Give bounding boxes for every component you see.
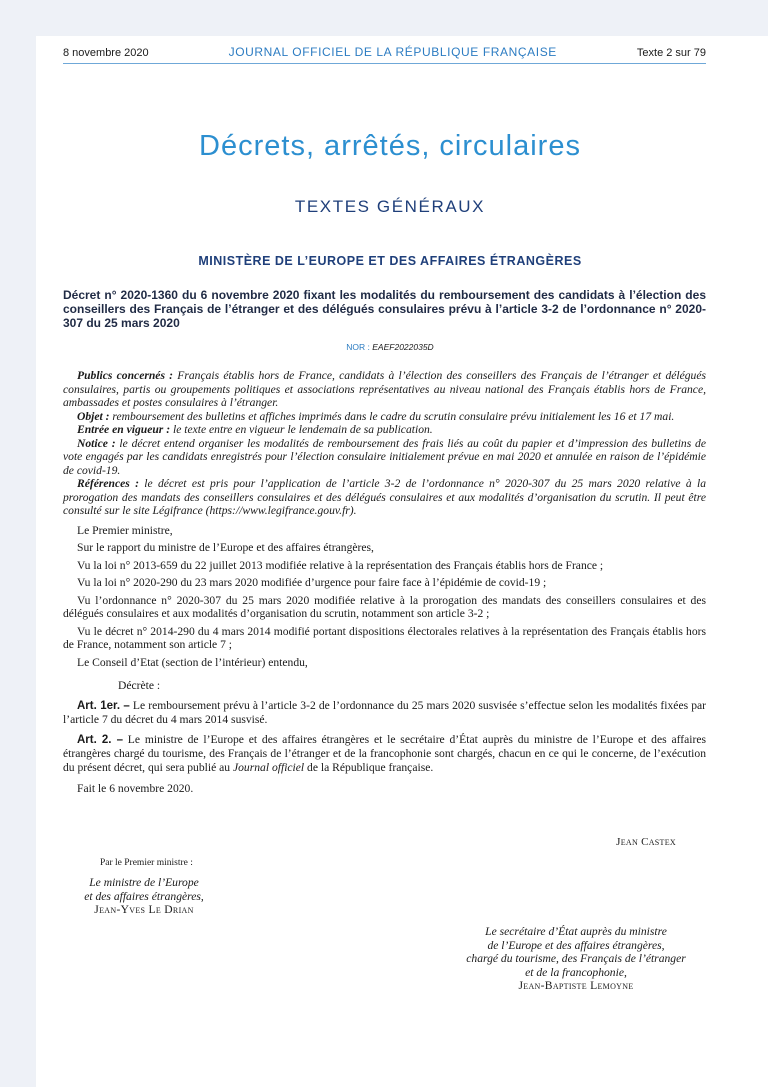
subsection-title: TEXTES GÉNÉRAUX bbox=[294, 197, 486, 216]
preamble-line: Le Premier ministre, bbox=[77, 523, 173, 537]
done-at: Fait le 6 novembre 2020. bbox=[77, 782, 194, 795]
article-2: Art. 2. – Le ministre de l’Europe et des affaires étrangères et le secrétaire d’État auprès du ministre de l’Europe et des affaires étrangères chargé du tourisme, des Français de l’étranger et de la francophonie sont chargés, chacun en ce qui le concerne, de l’exécution du présent décret, qui sera publié au Journal officiel de la République française. bbox=[63, 732, 706, 774]
header-date: 8 novembre 2020 bbox=[63, 47, 149, 59]
article-2-label: Art. 2. – bbox=[77, 733, 123, 746]
preamble-line: Vu la loi n° 2020-290 du 23 mars 2020 modifiée d’urgence pour faire face à l’épidémie de covid-19 ; bbox=[77, 576, 547, 589]
running-header bbox=[63, 45, 706, 59]
notice-publics: Publics concernés : Français établis hors de France, candidats à l’élection des conseillers des Français de l’étranger et délégués consulaires, partis ou groupements politiques et associations représentatives au niveau national des Français établis hors de France, ambassades et postes consulaires à l’étranger. bbox=[63, 369, 706, 409]
notice-entree-en-vigueur: Entrée en vigueur : le texte entre en vigueur le lendemain de sa publication. bbox=[77, 423, 433, 436]
article-1-text: Le remboursement prévu à l’article 3-2 de l’ordonnance du 25 mars 2020 susvisée s’effectue selon les modalités fixées par l’article 7 du décret du 4 mars 2014 susvisé. bbox=[63, 698, 707, 726]
notice-objet: Objet : remboursement des bulletins et affiches imprimés dans le cadre du scrutin consulaire prévu initialement les 16 et 17 mai. bbox=[77, 409, 675, 423]
signatory-right-role: Le secrétaire d’État auprès du ministre bbox=[485, 925, 667, 938]
preamble-line: Le Conseil d’Etat (section de l’intérieur) entendu, bbox=[77, 655, 308, 669]
decree-title: Décret n° 2020-1360 du 6 novembre 2020 fixant les modalités du remboursement des candidats à l’élection des conseillers des Français de l’étranger et des délégués consulaires prévu à l’article 3-2 de l’ordonnance n° 2020-307 du 25 mars 2020 bbox=[63, 288, 706, 330]
article-1 bbox=[63, 699, 706, 727]
signatory-left-name: Jean-Yves Le Drian bbox=[94, 903, 194, 916]
preamble-line: Vu la loi n° 2013-659 du 22 juillet 2013 modifiée relative à la représentation des Français établis hors de France ; bbox=[77, 558, 604, 572]
by-pm-label: Par le Premier ministre : bbox=[100, 858, 193, 868]
notice-notice: Notice : le décret entend organiser les modalités de remboursement des frais liés au coût du papier et d’impression des bulletins de vote engagés par les candidats enregistrés pour l’élection consulaire initialement prévue en mai 2020 et annulée en raison de l’épidémie de covid-19. bbox=[63, 436, 706, 477]
signatory-right-role: de l’Europe et des affaires étrangères, bbox=[487, 938, 665, 952]
pm-signature: Jean Castex bbox=[616, 836, 676, 848]
header-text-number: Texte 2 sur 79 bbox=[636, 47, 706, 59]
nor-label: NOR : bbox=[346, 342, 373, 352]
signatory-left bbox=[64, 876, 224, 917]
preamble-line: Vu le décret n° 2014-290 du 4 mars 2014 modifié portant dispositions électorales relatives à la représentation des Français établis hors de France, notamment son article 7 ; bbox=[63, 624, 706, 651]
signatory-right-role: chargé du tourisme, des Français de l’étranger bbox=[466, 952, 686, 965]
page-background-top bbox=[0, 0, 768, 36]
signatory-left-role: Le ministre de l’Europe bbox=[89, 876, 199, 889]
decrete-line: Décrète : bbox=[118, 679, 161, 692]
section-title: Décrets, arrêtés, circulaires bbox=[199, 130, 581, 162]
ministry-heading: MINISTÈRE DE L’EUROPE ET DES AFFAIRES ÉTRANGÈRES bbox=[198, 254, 582, 268]
signatory-left-role: et des affaires étrangères, bbox=[84, 889, 204, 903]
preamble-line: Vu l’ordonnance n° 2020-307 du 25 mars 2020 modifiée relative à la prorogation des mandats des conseillers consulaires et des délégués consulaires et aux modalités d’organisation du scrutin, notamment son article 3-2 ; bbox=[63, 593, 706, 620]
nor-reference bbox=[36, 342, 744, 352]
header-journal-name: JOURNAL OFFICIEL DE LA RÉPUBLIQUE FRANÇAISE bbox=[228, 45, 557, 59]
notice-references: Références : le décret est pris pour l’application de l’article 3-2 de l’ordonnance n° 2020-307 du 25 mars 2020 relative à la prorogation des mandats des conseillers consulaires et des délégués consulaires et aux modalités d’organisation du scrutin. Il peut être consulté sur le site Légifrance (https://www.legifrance.gouv.fr). bbox=[63, 477, 706, 517]
signatory-right-name: Jean-Baptiste Lemoyne bbox=[518, 979, 634, 992]
decree-body bbox=[63, 369, 706, 796]
nor-value: EAEF2022035D bbox=[372, 342, 434, 352]
header-divider bbox=[63, 63, 706, 64]
signatory-right-role: et de la francophonie, bbox=[525, 965, 627, 979]
signatory-right bbox=[436, 925, 716, 993]
page-background-left bbox=[0, 0, 36, 1087]
article-1-label: Art. 1er. – bbox=[77, 699, 130, 712]
preamble-line: Sur le rapport du ministre de l’Europe et des affaires étrangères, bbox=[77, 541, 374, 554]
document-page bbox=[36, 36, 744, 1087]
